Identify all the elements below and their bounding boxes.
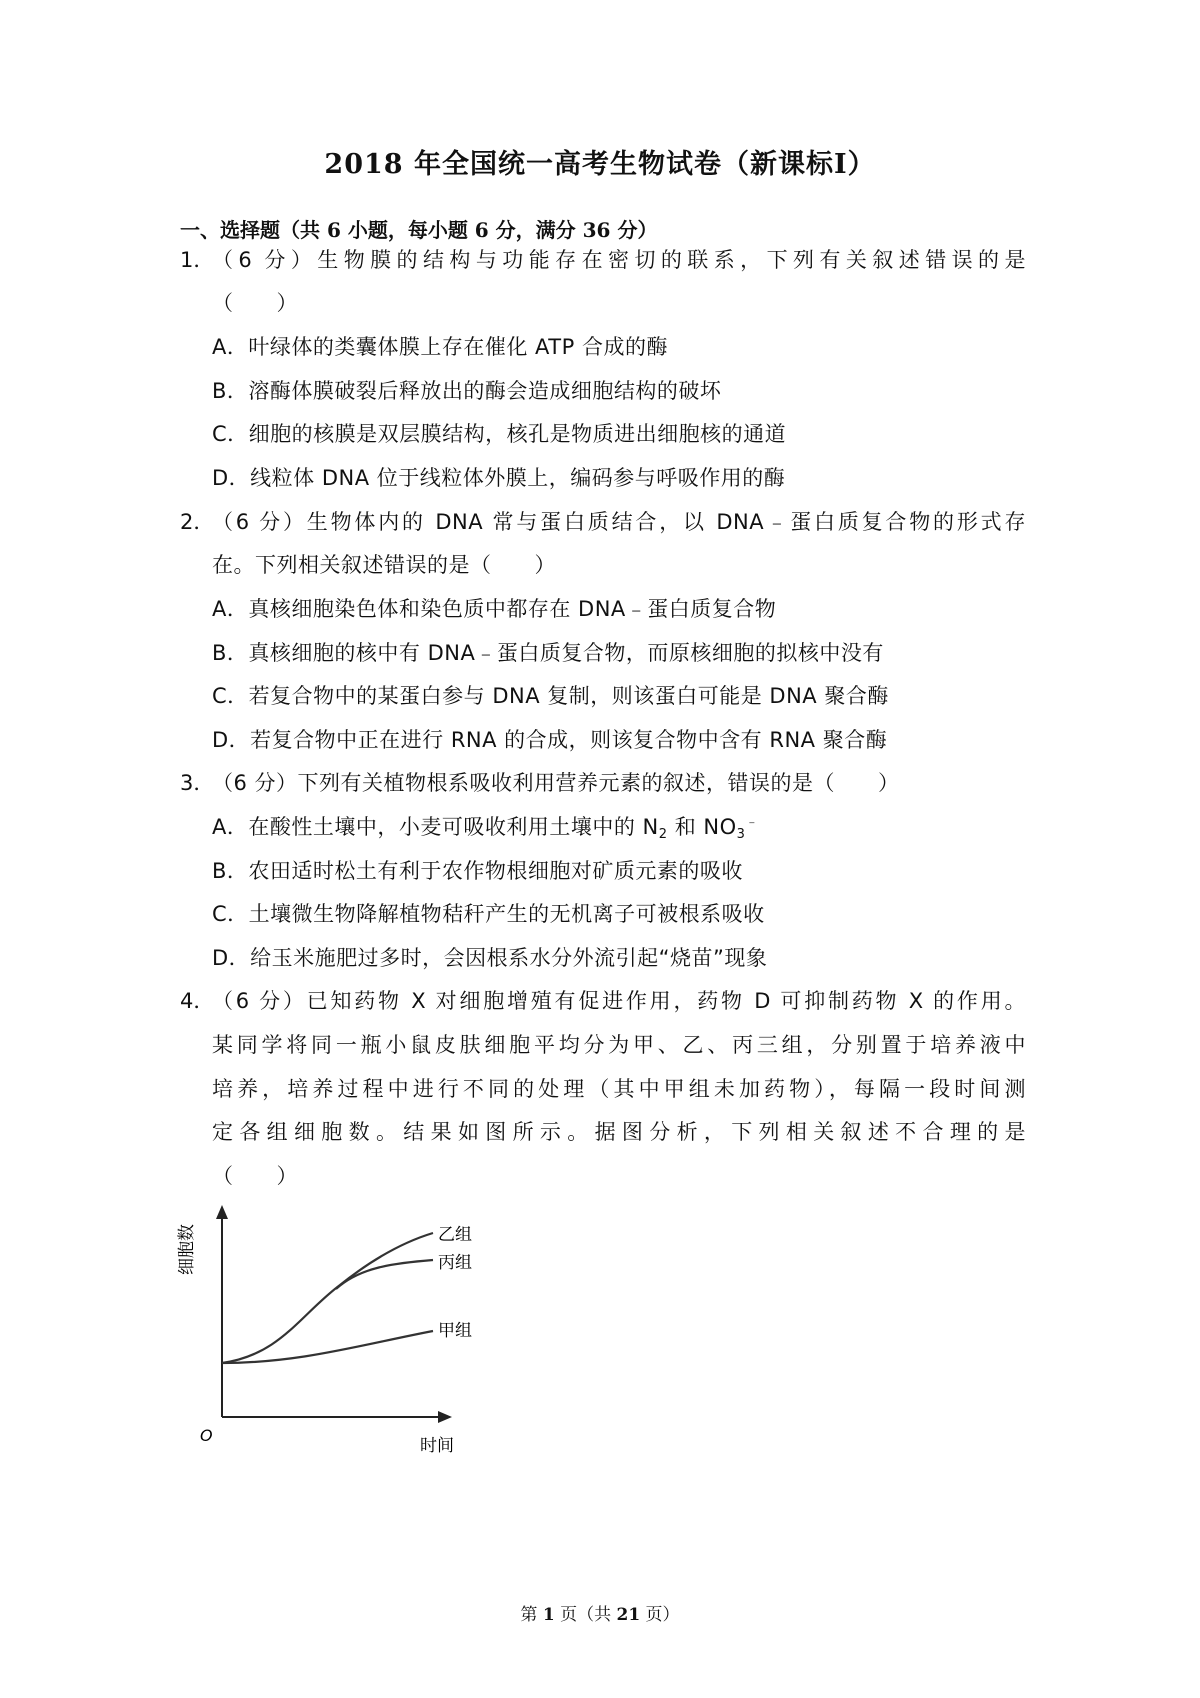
option-d: D．给玉米施肥过多时，会因根系水分外流引起“烧苗”现象 [212, 946, 768, 970]
series-line-bing [336, 1260, 433, 1289]
y-axis-label: 细胞数 [177, 1224, 197, 1275]
option-a: A．真核细胞染色体和染色质中都存在 DNA﹣蛋白质复合物 [212, 597, 777, 621]
option-b: B．溶酶体膜破裂后释放出的酶会造成细胞结构的破坏 [212, 379, 722, 403]
option-c: C．若复合物中的某蛋白参与 DNA 复制，则该蛋白可能是 DNA 聚合酶 [212, 684, 889, 708]
question-number: 2． [180, 510, 215, 534]
page-title: 2018 年全国统一高考生物试卷（新课标Ⅰ） [324, 149, 876, 180]
option-d: D．线粒体 DNA 位于线粒体外膜上，编码参与呼吸作用的酶 [212, 466, 786, 490]
page-footer: 第 1 页（共 21 页） [520, 1605, 680, 1625]
question-stem: （6 分）已知药物 X 对细胞增殖有促进作用，药物 D 可抑制药物 X 的作用。 [212, 989, 1026, 1013]
option-b: B．农田适时松土有利于农作物根细胞对矿质元素的吸收 [212, 859, 743, 883]
question-stem-continued: （ ） [212, 1164, 298, 1188]
series-label-yi: 乙组 [438, 1225, 472, 1245]
question-stem: （6 分）生物膜的结构与功能存在密切的联系，下列有关叙述错误的是 [212, 248, 1026, 272]
question-stem: （6 分）生物体内的 DNA 常与蛋白质结合，以 DNA﹣蛋白质复合物的形式存 [212, 510, 1026, 534]
question-stem-continued: 某同学将同一瓶小鼠皮肤细胞平均分为甲、乙、丙三组，分别置于培养液中 [212, 1033, 1026, 1057]
section-heading: 一、选择题（共 6 小题，每小题 6 分，满分 36 分） [180, 218, 658, 242]
current-page: 1 [542, 1605, 555, 1625]
series-label-bing: 丙组 [438, 1253, 472, 1273]
total-pages: 21 [616, 1605, 641, 1625]
cell-growth-figure [170, 1195, 530, 1455]
option-c: C．细胞的核膜是双层膜结构，核孔是物质进出细胞核的通道 [212, 422, 787, 446]
question-number: 1． [180, 248, 215, 272]
question-number: 3． [180, 771, 215, 795]
series-label-jia: 甲组 [438, 1321, 472, 1341]
origin-label: O [200, 1426, 213, 1445]
question-stem-continued: 培养，培养过程中进行不同的处理（其中甲组未加药物），每隔一段时间测 [212, 1077, 1026, 1101]
question-stem-continued: （ ） [212, 291, 298, 315]
series-line-yi [222, 1233, 433, 1363]
question-stem-continued: 在。下列相关叙述错误的是（ ） [212, 553, 556, 577]
y-axis-arrow [216, 1205, 228, 1219]
option-a: A．在酸性土壤中，小麦可吸收利用土壤中的 $N_2$ 和 $NO_3^﹣$ [212, 815, 759, 842]
question-stem: （6 分）下列有关植物根系吸收利用营养元素的叙述，错误的是（ ） [212, 771, 900, 795]
option-c: C．土壤微生物降解植物秸秆产生的无机离子可被根系吸收 [212, 902, 765, 926]
question-number: 4． [180, 989, 215, 1013]
series-line-jia [222, 1331, 433, 1363]
x-axis-label: 时间 [420, 1436, 454, 1455]
x-axis-arrow [438, 1411, 452, 1423]
option-a: A．叶绿体的类囊体膜上存在催化 ATP 合成的酶 [212, 335, 668, 359]
option-d: D．若复合物中正在进行 RNA 的合成，则该复合物中含有 RNA 聚合酶 [212, 728, 888, 752]
option-b: B．真核细胞的核中有 DNA﹣蛋白质复合物，而原核细胞的拟核中没有 [212, 641, 884, 665]
question-stem-continued: 定各组细胞数。结果如图所示。据图分析，下列相关叙述不合理的是 [212, 1120, 1026, 1144]
